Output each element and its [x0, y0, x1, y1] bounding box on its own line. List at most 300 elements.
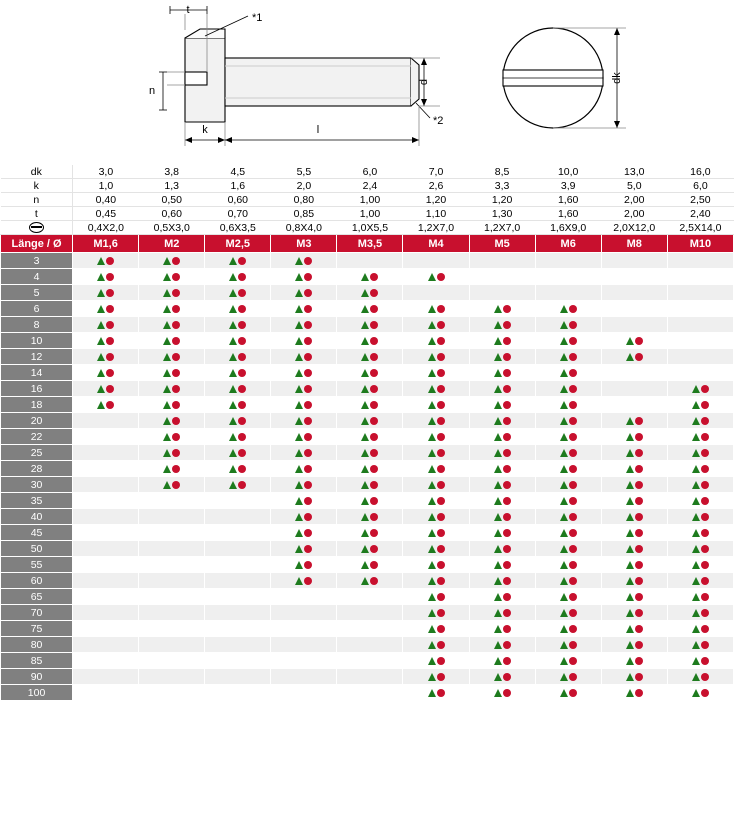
availability-cell: [601, 381, 667, 397]
availability-cell: [205, 669, 271, 685]
availability-cell: [667, 685, 733, 701]
length-label: 28: [1, 461, 73, 477]
availability-cell: [139, 493, 205, 509]
length-label: 18: [1, 397, 73, 413]
circle-icon: [503, 401, 511, 409]
availability-cell: [469, 365, 535, 381]
availability-cell: [403, 589, 469, 605]
availability-marks: [494, 640, 511, 651]
availability-marks: [626, 512, 643, 523]
circle-icon: [437, 305, 445, 313]
triangle-icon: [626, 465, 634, 473]
triangle-icon: [295, 513, 303, 521]
availability-marks: [494, 448, 511, 459]
circle-icon: [569, 369, 577, 377]
circle-icon: [635, 497, 643, 505]
availability-cell: [403, 445, 469, 461]
availability-marks: [361, 272, 378, 283]
circle-icon: [701, 529, 709, 537]
table-row: [1, 685, 734, 701]
availability-cell: [271, 413, 337, 429]
availability-cell: [403, 557, 469, 573]
dimension-value: 0,8X4,0: [271, 221, 337, 235]
table-row: [1, 397, 734, 413]
dimension-value: 10,0: [535, 165, 601, 179]
circle-icon: [635, 577, 643, 585]
circle-icon: [635, 417, 643, 425]
availability-cell: [73, 381, 139, 397]
availability-cell: [535, 301, 601, 317]
availability-marks: [361, 304, 378, 315]
availability-cell: [601, 669, 667, 685]
circle-icon: [106, 289, 114, 297]
availability-marks: [163, 368, 180, 379]
triangle-icon: [295, 561, 303, 569]
availability-cell: [535, 253, 601, 269]
triangle-icon: [163, 273, 171, 281]
availability-marks: [428, 608, 445, 619]
availability-marks: [626, 416, 643, 427]
availability-marks: [428, 304, 445, 315]
triangle-icon: [428, 545, 436, 553]
availability-marks: [163, 304, 180, 315]
circle-icon: [172, 385, 180, 393]
circle-icon: [172, 401, 180, 409]
triangle-icon: [494, 449, 502, 457]
table-row: [1, 349, 734, 365]
availability-marks: [97, 400, 114, 411]
availability-cell: [601, 285, 667, 301]
availability-cell: [205, 509, 271, 525]
availability-cell: [271, 653, 337, 669]
availability-marks: [229, 368, 246, 379]
circle-icon: [304, 257, 312, 265]
circle-icon: [569, 481, 577, 489]
availability-marks: [361, 560, 378, 571]
availability-cell: [337, 285, 403, 301]
availability-cell: [469, 637, 535, 653]
dimension-value: 1,60: [535, 207, 601, 221]
triangle-icon: [361, 289, 369, 297]
availability-marks: [361, 336, 378, 347]
availability-marks: [229, 448, 246, 459]
availability-cell: [271, 301, 337, 317]
triangle-icon: [295, 577, 303, 585]
availability-cell: [271, 493, 337, 509]
triangle-icon: [361, 417, 369, 425]
triangle-icon: [626, 433, 634, 441]
circle-icon: [569, 385, 577, 393]
triangle-icon: [494, 561, 502, 569]
availability-marks: [560, 512, 577, 523]
availability-marks: [428, 352, 445, 363]
availability-marks: [494, 672, 511, 683]
triangle-icon: [494, 673, 502, 681]
triangle-icon: [361, 513, 369, 521]
availability-cell: [337, 493, 403, 509]
circle-icon: [503, 305, 511, 313]
circle-icon: [238, 417, 246, 425]
triangle-icon: [428, 433, 436, 441]
triangle-icon: [295, 337, 303, 345]
availability-marks: [626, 656, 643, 667]
availability-marks: [295, 288, 312, 299]
availability-cell: [469, 493, 535, 509]
availability-cell: [271, 669, 337, 685]
availability-cell: [139, 333, 205, 349]
circle-icon: [503, 337, 511, 345]
triangle-icon: [494, 689, 502, 697]
availability-cell: [337, 477, 403, 493]
circle-icon: [635, 353, 643, 361]
dimension-value: 6,0: [667, 179, 733, 193]
triangle-icon: [692, 641, 700, 649]
circle-icon: [172, 321, 180, 329]
availability-marks: [163, 352, 180, 363]
availability-marks: [560, 608, 577, 619]
availability-marks: [428, 576, 445, 587]
triangle-icon: [428, 497, 436, 505]
availability-cell: [271, 381, 337, 397]
triangle-icon: [560, 353, 568, 361]
triangle-icon: [560, 337, 568, 345]
screw-side-view: [185, 29, 419, 122]
length-label: 14: [1, 365, 73, 381]
availability-marks: [428, 656, 445, 667]
availability-cell: [403, 381, 469, 397]
availability-cell: [73, 269, 139, 285]
availability-marks: [97, 352, 114, 363]
availability-cell: [271, 461, 337, 477]
triangle-icon: [494, 577, 502, 585]
dimension-value: 2,00: [601, 193, 667, 207]
label-t: t: [186, 3, 190, 16]
availability-cell: [403, 397, 469, 413]
circle-icon: [437, 449, 445, 457]
circle-icon: [635, 545, 643, 553]
availability-cell: [139, 589, 205, 605]
availability-marks: [295, 528, 312, 539]
triangle-icon: [692, 401, 700, 409]
triangle-icon: [692, 529, 700, 537]
circle-icon: [503, 561, 511, 569]
circle-icon: [503, 449, 511, 457]
availability-marks: [295, 464, 312, 475]
triangle-icon: [163, 449, 171, 457]
dimension-value: 1,0: [73, 179, 139, 193]
circle-icon: [701, 545, 709, 553]
availability-cell: [271, 637, 337, 653]
dimension-value: 3,3: [469, 179, 535, 193]
availability-marks: [97, 368, 114, 379]
availability-cell: [73, 525, 139, 541]
triangle-icon: [361, 561, 369, 569]
dimension-value: 2,00: [601, 207, 667, 221]
triangle-icon: [626, 657, 634, 665]
technical-drawing: [0, 0, 734, 165]
availability-marks: [295, 416, 312, 427]
availability-cell: [337, 429, 403, 445]
circle-icon: [238, 337, 246, 345]
circle-icon: [370, 497, 378, 505]
dimension-value: 1,6: [205, 179, 271, 193]
triangle-icon: [560, 465, 568, 473]
label-l: l: [316, 123, 320, 136]
availability-cell: [667, 269, 733, 285]
availability-marks: [163, 336, 180, 347]
triangle-icon: [560, 561, 568, 569]
circle-icon: [503, 353, 511, 361]
availability-marks: [295, 432, 312, 443]
circle-icon: [437, 337, 445, 345]
availability-cell: [601, 461, 667, 477]
availability-marks: [163, 400, 180, 411]
length-label: 5: [1, 285, 73, 301]
circle-icon: [569, 657, 577, 665]
circle-icon: [304, 305, 312, 313]
triangle-icon: [163, 401, 171, 409]
availability-cell: [667, 429, 733, 445]
availability-cell: [73, 285, 139, 301]
triangle-icon: [626, 625, 634, 633]
circle-icon: [437, 625, 445, 633]
availability-marks: [295, 576, 312, 587]
length-label: 40: [1, 509, 73, 525]
availability-marks: [626, 480, 643, 491]
triangle-icon: [560, 497, 568, 505]
circle-icon: [370, 545, 378, 553]
availability-marks: [428, 560, 445, 571]
triangle-icon: [428, 673, 436, 681]
circle-icon: [172, 305, 180, 313]
circle-icon: [304, 321, 312, 329]
availability-cell: [271, 317, 337, 333]
availability-cell: [205, 381, 271, 397]
availability-cell: [535, 349, 601, 365]
availability-cell: [469, 685, 535, 701]
availability-cell: [205, 621, 271, 637]
circle-icon: [437, 497, 445, 505]
circle-icon: [370, 353, 378, 361]
availability-cell: [535, 269, 601, 285]
availability-marks: [361, 528, 378, 539]
availability-marks: [692, 624, 709, 635]
availability-marks: [692, 688, 709, 699]
column-header-m5: M5: [469, 235, 535, 253]
header-corner-label: Länge / Ø: [1, 235, 73, 253]
availability-marks: [229, 416, 246, 427]
availability-marks: [692, 608, 709, 619]
table-row: [1, 605, 734, 621]
circle-icon: [437, 641, 445, 649]
availability-cell: [337, 573, 403, 589]
circle-icon: [370, 561, 378, 569]
availability-marks: [97, 288, 114, 299]
availability-marks: [295, 448, 312, 459]
circle-icon: [503, 433, 511, 441]
circle-icon: [437, 433, 445, 441]
triangle-icon: [692, 481, 700, 489]
triangle-icon: [295, 497, 303, 505]
dimension-value: 2,40: [667, 207, 733, 221]
circle-icon: [635, 481, 643, 489]
availability-marks: [97, 304, 114, 315]
triangle-icon: [692, 673, 700, 681]
dimension-value: 1,20: [469, 193, 535, 207]
table-row: [1, 573, 734, 589]
availability-cell: [403, 349, 469, 365]
triangle-icon: [163, 321, 171, 329]
triangle-icon: [361, 385, 369, 393]
triangle-icon: [560, 577, 568, 585]
availability-marks: [428, 320, 445, 331]
triangle-icon: [626, 497, 634, 505]
availability-cell: [403, 365, 469, 381]
circle-icon: [304, 369, 312, 377]
availability-marks: [361, 448, 378, 459]
availability-marks: [626, 688, 643, 699]
availability-cell: [403, 525, 469, 541]
triangle-icon: [560, 673, 568, 681]
dimension-value: 6,0: [337, 165, 403, 179]
table-row: [1, 317, 734, 333]
availability-marks: [428, 528, 445, 539]
circle-icon: [569, 561, 577, 569]
circle-icon: [503, 465, 511, 473]
circle-icon: [172, 449, 180, 457]
availability-cell: [139, 301, 205, 317]
triangle-icon: [295, 273, 303, 281]
availability-cell: [403, 509, 469, 525]
availability-cell: [403, 669, 469, 685]
circle-icon: [437, 465, 445, 473]
circle-icon: [437, 529, 445, 537]
triangle-icon: [428, 641, 436, 649]
dimension-row-label: t: [1, 207, 73, 221]
availability-marks: [626, 336, 643, 347]
availability-marks: [428, 640, 445, 651]
circle-icon: [304, 561, 312, 569]
circle-icon: [701, 689, 709, 697]
triangle-icon: [494, 369, 502, 377]
circle-icon: [569, 577, 577, 585]
availability-marks: [560, 416, 577, 427]
availability-marks: [692, 432, 709, 443]
triangle-icon: [428, 465, 436, 473]
triangle-icon: [560, 449, 568, 457]
availability-cell: [139, 365, 205, 381]
circle-icon: [569, 321, 577, 329]
triangle-icon: [692, 417, 700, 425]
triangle-icon: [361, 577, 369, 585]
availability-cell: [73, 685, 139, 701]
triangle-icon: [494, 433, 502, 441]
availability-cell: [601, 685, 667, 701]
circle-icon: [569, 305, 577, 313]
dimension-value: 1,60: [535, 193, 601, 207]
circle-icon: [701, 625, 709, 633]
availability-cell: [667, 509, 733, 525]
length-label: 35: [1, 493, 73, 509]
circle-icon: [238, 401, 246, 409]
circle-icon: [503, 641, 511, 649]
circle-icon: [635, 593, 643, 601]
availability-cell: [337, 557, 403, 573]
availability-marks: [97, 336, 114, 347]
availability-cell: [271, 605, 337, 621]
table-row: [1, 413, 734, 429]
availability-marks: [428, 400, 445, 411]
triangle-icon: [361, 481, 369, 489]
availability-cell: [403, 333, 469, 349]
circle-icon: [172, 353, 180, 361]
availability-marks: [97, 256, 114, 267]
availability-cell: [403, 301, 469, 317]
triangle-icon: [361, 321, 369, 329]
circle-icon: [635, 337, 643, 345]
table-row: [1, 653, 734, 669]
availability-cell: [535, 477, 601, 493]
availability-cell: [337, 637, 403, 653]
table-row: [1, 269, 734, 285]
availability-cell: [271, 685, 337, 701]
availability-cell: [469, 253, 535, 269]
availability-cell: [667, 477, 733, 493]
availability-cell: [469, 397, 535, 413]
triangle-icon: [692, 545, 700, 553]
availability-cell: [667, 413, 733, 429]
availability-cell: [73, 413, 139, 429]
availability-marks: [163, 288, 180, 299]
availability-cell: [73, 669, 139, 685]
availability-cell: [535, 605, 601, 621]
circle-icon: [569, 593, 577, 601]
dimension-value: 4,5: [205, 165, 271, 179]
triangle-icon: [229, 289, 237, 297]
availability-marks: [295, 544, 312, 555]
availability-marks: [361, 288, 378, 299]
circle-icon: [238, 321, 246, 329]
circle-icon: [370, 577, 378, 585]
circle-icon: [437, 657, 445, 665]
table-row: [1, 333, 734, 349]
circle-icon: [370, 401, 378, 409]
triangle-icon: [229, 481, 237, 489]
length-label: 30: [1, 477, 73, 493]
availability-marks: [692, 640, 709, 651]
availability-cell: [535, 541, 601, 557]
triangle-icon: [295, 465, 303, 473]
availability-cell: [667, 589, 733, 605]
triangle-icon: [626, 609, 634, 617]
circle-icon: [503, 369, 511, 377]
dimension-value: 0,80: [271, 193, 337, 207]
availability-cell: [601, 509, 667, 525]
availability-cell: [403, 285, 469, 301]
availability-cell: [535, 429, 601, 445]
availability-marks: [560, 688, 577, 699]
triangle-icon: [494, 401, 502, 409]
availability-marks: [361, 480, 378, 491]
label-dk: dk: [610, 72, 623, 84]
availability-cell: [73, 349, 139, 365]
triangle-icon: [428, 385, 436, 393]
availability-cell: [73, 509, 139, 525]
triangle-icon: [229, 337, 237, 345]
circle-icon: [172, 465, 180, 473]
availability-cell: [601, 621, 667, 637]
availability-cell: [139, 445, 205, 461]
